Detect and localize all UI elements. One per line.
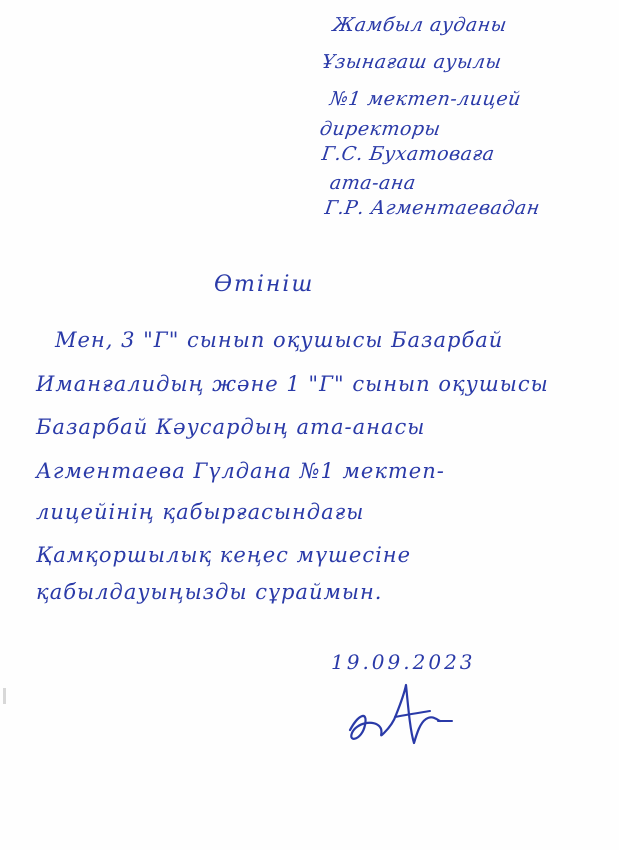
- addressee-line: Ұзынағаш ауылы: [320, 51, 504, 73]
- body-line: Мен, 3 "Г" сынып оқушысы Базарбай: [55, 328, 504, 352]
- addressee-line: Г.С. Бухатоваға: [320, 143, 497, 165]
- addressee-line: Г.Р. Агментаевадан: [323, 197, 542, 219]
- body-line: Иманғалидың және 1 "Г" сынып оқушысы: [36, 372, 549, 396]
- body-line: қабылдауыңызды сұраймын.: [36, 580, 383, 604]
- date-line: 19.09.2023: [331, 650, 476, 674]
- addressee-line: Жамбыл ауданы: [331, 14, 509, 36]
- document-title: Өтініш: [214, 272, 315, 297]
- body-line: Агментаева Гүлдана №1 мектеп-: [36, 459, 445, 483]
- addressee-line: директоры: [318, 118, 443, 140]
- body-line: Базарбай Кәусардың ата-анасы: [36, 415, 426, 439]
- body-line: лицейінің қабырғасындағы: [36, 500, 365, 524]
- scan-edge-mark: [3, 688, 6, 704]
- signature: [340, 675, 460, 755]
- addressee-line: ата-ана: [328, 172, 418, 194]
- body-line: Қамқоршылық кеңес мүшесіне: [36, 543, 412, 567]
- addressee-line: №1 мектеп-лицей: [328, 88, 523, 110]
